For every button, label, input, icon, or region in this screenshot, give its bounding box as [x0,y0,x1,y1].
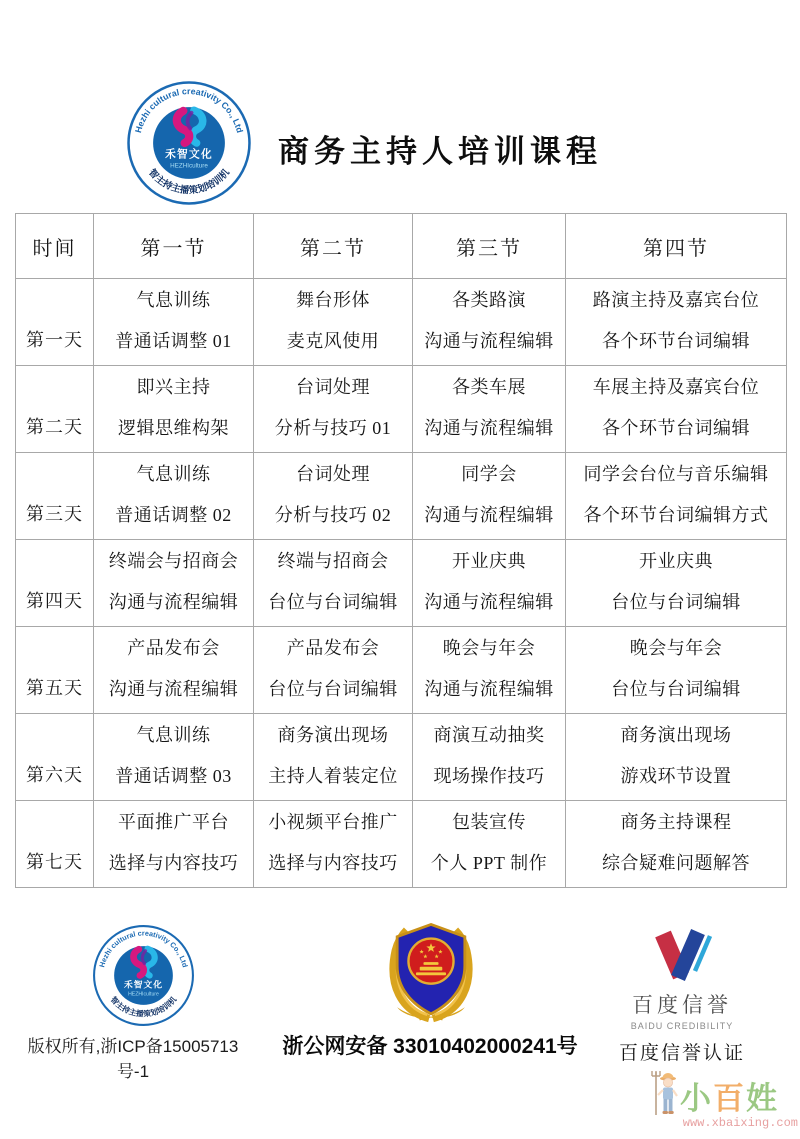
police-record-text: 浙公网安备 33010402000241号 [282,1035,578,1058]
baidu-name-en: BAIDU CREDIBILITY [630,1021,734,1031]
session-cell: 晚会与年会 台位与台词编辑 [566,627,787,714]
session-cell: 同学会台位与音乐编辑 各个环节台词编辑方式 [566,453,787,540]
police-badge-icon [384,914,478,1028]
session-cell: 终端会与招商会 沟通与流程编辑 [94,540,254,627]
day-cell: 第七天 [16,801,94,888]
col-header-session4: 第四节 [566,214,787,279]
session-cell: 同学会 沟通与流程编辑 [413,453,566,540]
hezhi-logo [126,80,252,206]
session-cell: 商务演出现场 主持人着装定位 [254,714,413,801]
farmer-mascot-icon [650,1068,680,1120]
session-cell: 平面推广平台 选择与内容技巧 [94,801,254,888]
session-cell: 商务主持课程 综合疑难问题解答 [566,801,787,888]
col-header-session2: 第二节 [254,214,413,279]
session-cell: 产品发布会 沟通与流程编辑 [94,627,254,714]
table-row [16,366,787,453]
watermark-url: www.xbaixing.com [682,1116,798,1130]
xbaixing-watermark [650,1068,798,1130]
session-cell: 各类路演 沟通与流程编辑 [413,279,566,366]
day-cell: 第一天 [16,279,94,366]
session-cell: 商务演出现场 游戏环节设置 [566,714,787,801]
copyright-text: 版权所有,浙ICP备15005713号-1 [27,1037,239,1081]
course-schedule-table [15,213,787,888]
day-cell: 第二天 [16,366,94,453]
session-cell: 终端与招商会 台位与台词编辑 [254,540,413,627]
day-cell: 第四天 [16,540,94,627]
session-cell: 气息训练 普通话调整 01 [94,279,254,366]
watermark-site-name: 小百姓 [680,1081,779,1116]
session-cell: 路演主持及嘉宾台位 各个环节台词编辑 [566,279,787,366]
table-row [16,453,787,540]
day-cell: 第六天 [16,714,94,801]
session-cell: 开业庆典 沟通与流程编辑 [413,540,566,627]
session-cell: 气息训练 普通话调整 03 [94,714,254,801]
day-cell: 第五天 [16,627,94,714]
session-cell: 车展主持及嘉宾台位 各个环节台词编辑 [566,366,787,453]
table-row [16,279,787,366]
page-title: 商务主持人培训课程 [278,134,602,169]
table-row [16,801,787,888]
session-cell: 产品发布会 台位与台词编辑 [254,627,413,714]
session-cell: 台词处理 分析与技巧 01 [254,366,413,453]
session-cell: 包装宣传 个人 PPT 制作 [413,801,566,888]
session-cell: 台词处理 分析与技巧 02 [254,453,413,540]
session-cell: 舞台形体 麦克风使用 [254,279,413,366]
col-header-session3: 第三节 [413,214,566,279]
table-row [16,540,787,627]
session-cell: 开业庆典 台位与台词编辑 [566,540,787,627]
table-row [16,627,787,714]
hezhi-logo-footer [92,924,195,1027]
baidu-credibility-block [608,926,756,1065]
table-row [16,714,787,801]
session-cell: 各类车展 沟通与流程编辑 [413,366,566,453]
baidu-cert-text: 百度信誉认证 [618,1043,745,1064]
col-header-session1: 第一节 [94,214,254,279]
col-header-time: 时间 [16,214,94,279]
session-cell: 商演互动抽奖 现场操作技巧 [413,714,566,801]
session-cell: 晚会与年会 沟通与流程编辑 [413,627,566,714]
day-cell: 第三天 [16,453,94,540]
session-cell: 气息训练 普通话调整 02 [94,453,254,540]
session-cell: 即兴主持 逻辑思维构架 [94,366,254,453]
session-cell: 小视频平台推广 选择与内容技巧 [254,801,413,888]
baidu-credibility-icon [650,926,714,984]
table-header-row [16,214,787,279]
baidu-name-cn: 百度信誉 [632,994,732,1017]
